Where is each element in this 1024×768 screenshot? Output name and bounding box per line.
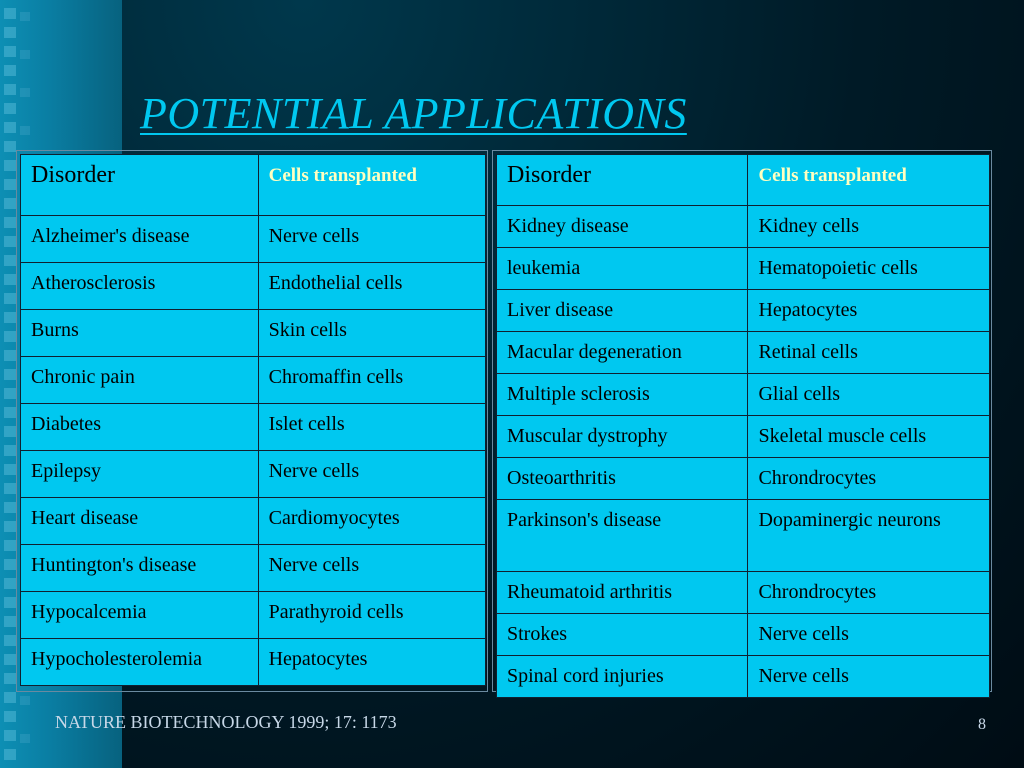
decorative-square: [4, 426, 16, 437]
decorative-square: [4, 654, 16, 665]
disorder-cell: leukemia: [497, 248, 748, 290]
table-row: [21, 498, 486, 545]
decorative-square: [4, 730, 16, 741]
cells-cell: Hepatocytes: [258, 639, 485, 686]
decorative-square: [20, 696, 30, 705]
table-row: [497, 614, 990, 656]
decorative-square: [4, 445, 16, 456]
table-row: [21, 639, 486, 686]
cells-cell: Nerve cells: [748, 656, 990, 698]
disorder-cell: Epilepsy: [21, 451, 259, 498]
table-row: [21, 310, 486, 357]
header-disorder: Disorder: [497, 155, 748, 206]
cells-cell: Cardiomyocytes: [258, 498, 485, 545]
disorder-cell: Hypocholesterolemia: [21, 639, 259, 686]
table-row: [497, 572, 990, 614]
decorative-square: [4, 464, 16, 475]
decorative-square: [4, 692, 16, 703]
decorative-square: [4, 179, 16, 190]
decorative-square: [4, 521, 16, 532]
decorative-square: [4, 236, 16, 247]
decorative-square: [4, 65, 16, 76]
disorder-cell: Diabetes: [21, 404, 259, 451]
decorative-square: [4, 540, 16, 551]
decorative-square: [4, 635, 16, 646]
decorative-square: [4, 578, 16, 589]
decorative-square: [20, 50, 30, 59]
decorative-square: [4, 160, 16, 171]
table-row: [497, 656, 990, 698]
decorative-square: [4, 559, 16, 570]
disorder-cell: Heart disease: [21, 498, 259, 545]
cells-cell: Parathyroid cells: [258, 592, 485, 639]
decorative-square: [4, 407, 16, 418]
decorative-square: [4, 749, 16, 760]
disorder-cell: Osteoarthritis: [497, 458, 748, 500]
decorative-square: [4, 331, 16, 342]
decorative-square: [20, 734, 30, 743]
decorative-square: [20, 126, 30, 135]
decorative-square: [4, 312, 16, 323]
left-table: [20, 154, 486, 686]
cells-cell: Chromaffin cells: [258, 357, 485, 404]
cells-cell: Nerve cells: [258, 216, 485, 263]
disorder-cell: Muscular dystrophy: [497, 416, 748, 458]
header-cells-transplanted: Cells transplanted: [258, 155, 485, 216]
header-cells-transplanted: Cells transplanted: [748, 155, 990, 206]
decorative-square: [4, 502, 16, 513]
table-row: [21, 216, 486, 263]
decorative-square: [4, 483, 16, 494]
disorder-cell: Hypocalcemia: [21, 592, 259, 639]
disorder-cell: Burns: [21, 310, 259, 357]
cells-cell: Nerve cells: [258, 451, 485, 498]
table-row: [497, 374, 990, 416]
decorative-square: [4, 255, 16, 266]
decorative-square: [4, 673, 16, 684]
decorative-square: [4, 122, 16, 133]
cells-cell: Skin cells: [258, 310, 485, 357]
disorder-cell: Strokes: [497, 614, 748, 656]
table-row: [497, 500, 990, 572]
cells-cell: Dopaminergic neurons: [748, 500, 990, 572]
table-row: [21, 263, 486, 310]
decorative-square: [4, 369, 16, 380]
cells-cell: Retinal cells: [748, 332, 990, 374]
disorder-cell: Spinal cord injuries: [497, 656, 748, 698]
table-row: [497, 416, 990, 458]
cells-cell: Kidney cells: [748, 206, 990, 248]
table-header-row: [497, 155, 990, 206]
cells-cell: Glial cells: [748, 374, 990, 416]
table-row: [21, 451, 486, 498]
table-row: [497, 206, 990, 248]
disorder-cell: Multiple sclerosis: [497, 374, 748, 416]
disorder-cell: Huntington's disease: [21, 545, 259, 592]
table-row: [497, 290, 990, 332]
decorative-square: [4, 46, 16, 57]
disorder-cell: Liver disease: [497, 290, 748, 332]
cells-cell: Endothelial cells: [258, 263, 485, 310]
decorative-square: [20, 88, 30, 97]
decorative-square: [4, 350, 16, 361]
decorative-square: [4, 217, 16, 228]
disorder-cell: Parkinson's disease: [497, 500, 748, 572]
cells-cell: Nerve cells: [258, 545, 485, 592]
decorative-square: [4, 8, 16, 19]
slide-title: POTENTIAL APPLICATIONS: [140, 89, 687, 138]
table-row: [21, 404, 486, 451]
decorative-square: [4, 597, 16, 608]
decorative-square: [4, 198, 16, 209]
decorative-square: [4, 388, 16, 399]
footer-reference: NATURE BIOTECHNOLOGY 1999; 17: 1173: [55, 712, 397, 732]
right-table: [496, 154, 990, 698]
decorative-square: [4, 84, 16, 95]
decorative-square: [4, 711, 16, 722]
decorative-square: [4, 274, 16, 285]
decorative-square: [20, 12, 30, 21]
cells-cell: Nerve cells: [748, 614, 990, 656]
disorder-cell: Macular degeneration: [497, 332, 748, 374]
table-row: [497, 248, 990, 290]
cells-cell: Chrondrocytes: [748, 458, 990, 500]
disorder-cell: Chronic pain: [21, 357, 259, 404]
header-disorder: Disorder: [21, 155, 259, 216]
disorder-cell: Alzheimer's disease: [21, 216, 259, 263]
disorder-cell: Kidney disease: [497, 206, 748, 248]
cells-cell: Islet cells: [258, 404, 485, 451]
cells-cell: Hematopoietic cells: [748, 248, 990, 290]
table-row: [21, 592, 486, 639]
decorative-square: [4, 293, 16, 304]
decorative-square: [4, 27, 16, 38]
decorative-square: [4, 103, 16, 114]
cells-cell: Chrondrocytes: [748, 572, 990, 614]
table-row: [21, 357, 486, 404]
cells-cell: Hepatocytes: [748, 290, 990, 332]
disorder-cell: Atherosclerosis: [21, 263, 259, 310]
cells-cell: Skeletal muscle cells: [748, 416, 990, 458]
table-row: [497, 458, 990, 500]
table-row: [21, 545, 486, 592]
table-header-row: [21, 155, 486, 216]
page-number: 8: [978, 716, 986, 733]
table-row: [497, 332, 990, 374]
decorative-square: [4, 616, 16, 627]
decorative-square: [4, 141, 16, 152]
disorder-cell: Rheumatoid arthritis: [497, 572, 748, 614]
